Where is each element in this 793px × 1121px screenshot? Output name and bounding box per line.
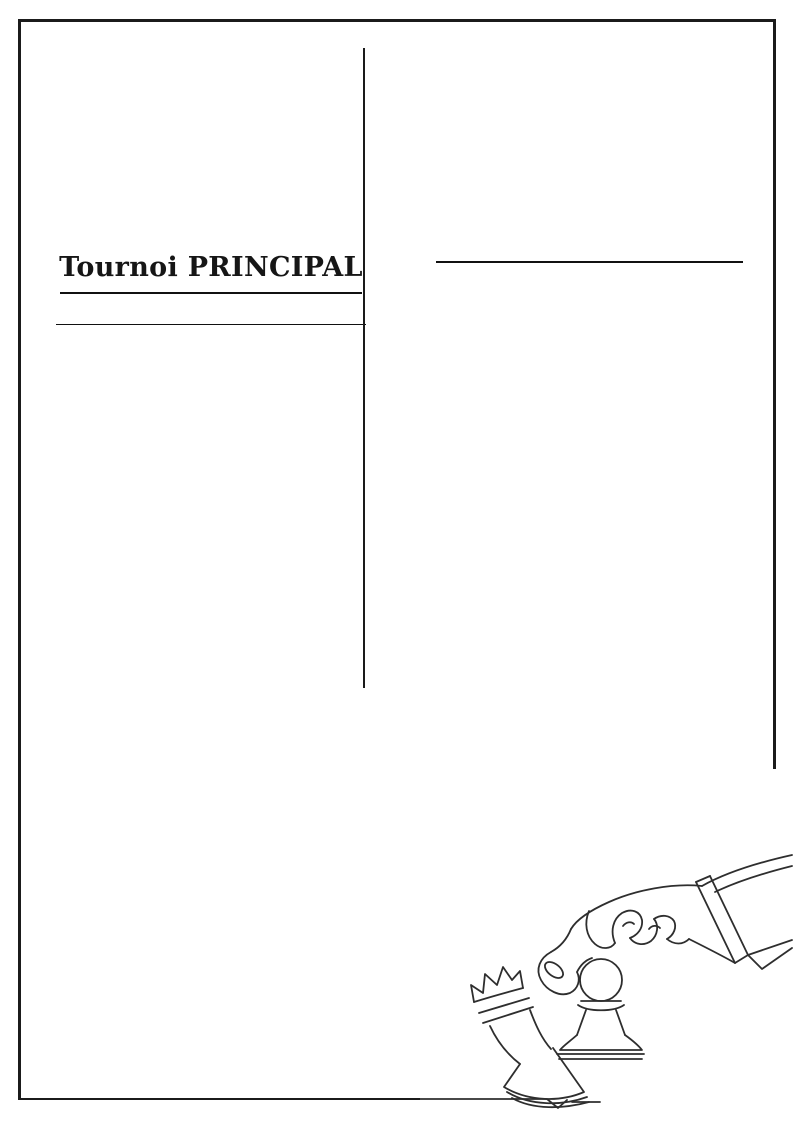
event-banner xyxy=(13,168,776,233)
column-header: Tournoi PRINCIPAL xyxy=(59,252,363,283)
frame-border-right xyxy=(773,19,776,769)
tournament-columns xyxy=(35,252,768,336)
renseignements-block xyxy=(35,324,387,326)
column-tournoi-non-classes xyxy=(411,252,768,336)
column-header-rule xyxy=(60,292,363,294)
column-divider xyxy=(363,48,365,688)
hand-moving-chess-piece-illustration xyxy=(420,850,793,1121)
renseignements-rule xyxy=(56,324,366,326)
frame-border-top xyxy=(18,19,775,22)
column-header-rule xyxy=(436,261,743,263)
column-gap xyxy=(387,252,411,336)
column-tournoi-principal xyxy=(35,252,387,336)
frame-border-bottom xyxy=(18,1098,420,1101)
